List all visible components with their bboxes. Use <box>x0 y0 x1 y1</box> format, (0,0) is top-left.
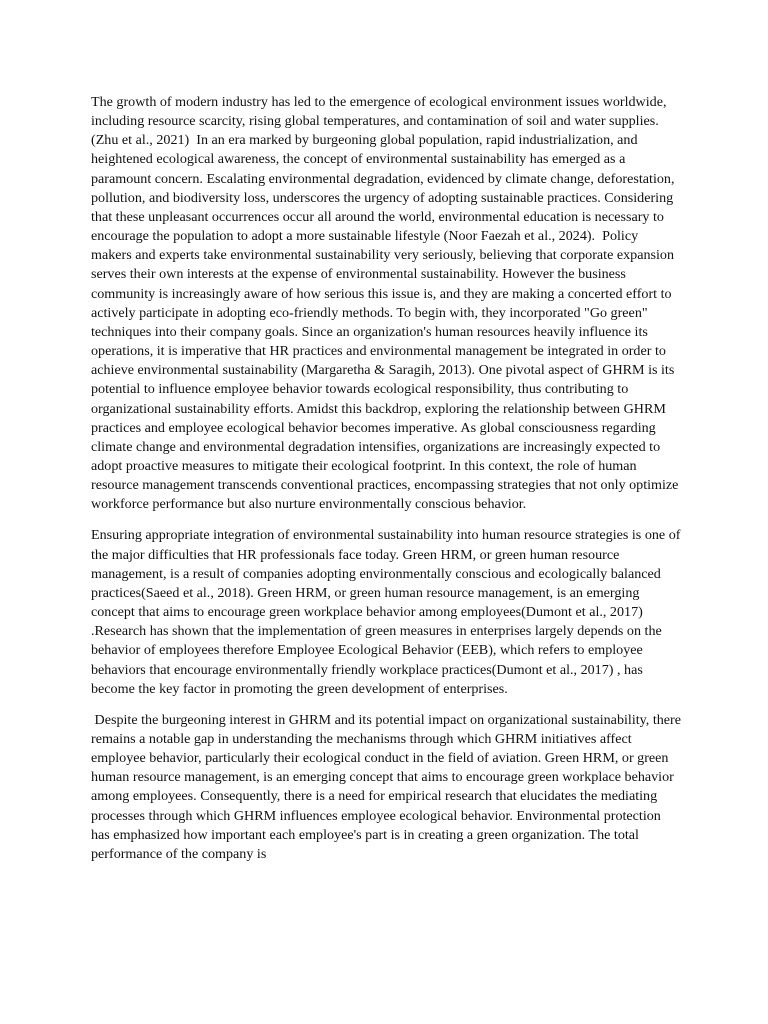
document-body <box>91 93 685 876</box>
paragraph-1: The growth of modern industry has led to the emergence of ecological environment issues worldwide, including resource scarcity, rising global temperatures, and contamination of soil and water supplies. (Zhu et al., 2021) In an era marked by burgeoning global population, rapid industrialization, and heightened ecological awareness, the concept of environmental sustainability has emerged as a paramount concern. Escalating environmental degradation, evidenced by climate change, deforestation, pollution, and biodiversity loss, underscores the urgency of adopting sustainable practices. Considering that these unpleasant occurrences occur all around the world, environmental education is necessary to encourage the population to adopt a more sustainable lifestyle (Noor Faezah et al., 2024). Policy makers and experts take environmental sustainability very seriously, believing that corporate expansion serves their own interests at the expense of environmental sustainability. However the business community is increasingly aware of how serious this issue is, and they are making a concerted effort to actively participate in adopting eco-friendly methods. To begin with, they incorporated "Go green" techniques into their company goals. Since an organization's human resources heavily influence its operations, it is imperative that HR practices and environmental management be integrated in order to achieve environmental sustainability (Margaretha & Saragih, 2013). One pivotal aspect of GHRM is its potential to influence employee behavior towards ecological responsibility, thus contributing to organizational sustainability efforts. Amidst this backdrop, exploring the relationship between GHRM practices and employee ecological behavior becomes imperative. As global consciousness regarding climate change and environmental degradation intensifies, organizations are increasingly expected to adopt proactive measures to mitigate their ecological footprint. In this context, the role of human resource management transcends conventional practices, encompassing strategies that not only optimize workforce performance but also nurture environmentally conscious behavior. <box>91 94 682 513</box>
paragraph-3: Despite the burgeoning interest in GHRM and its potential impact on organizational sustainability, there remains a notable gap in understanding the mechanisms through which GHRM initiatives affect employee behavior, particularly their ecological conduct in the field of aviation. Green HRM, or green human resource management, is an emerging concept that aims to encourage green workplace behavior among employees. Consequently, there is a need for empirical research that elucidates the mediating processes through which GHRM influences employee ecological behavior. Environmental protection has emphasized how important each employee's part is in creating a green organization. The total performance of the company is <box>91 711 685 862</box>
paragraph-2: Ensuring appropriate integration of environmental sustainability into human resource strategies is one of the major difficulties that HR professionals face today. Green HRM, or green human resource management, is a result of companies adopting environmentally conscious and ecologically balanced practices(Saeed et al., 2018). Green HRM, or green human resource management, is an emerging concept that aims to encourage green workplace behavior among employees(Dumont et al., 2017) .Research has shown that the implementation of green measures in enterprises largely depends on the behavior of employees therefore Employee Ecological Behavior (EEB), which refers to employee behaviors that encourage environmentally friendly workplace practices(Dumont et al., 2017) , has become the key factor in promoting the green development of enterprises. <box>91 527 684 697</box>
